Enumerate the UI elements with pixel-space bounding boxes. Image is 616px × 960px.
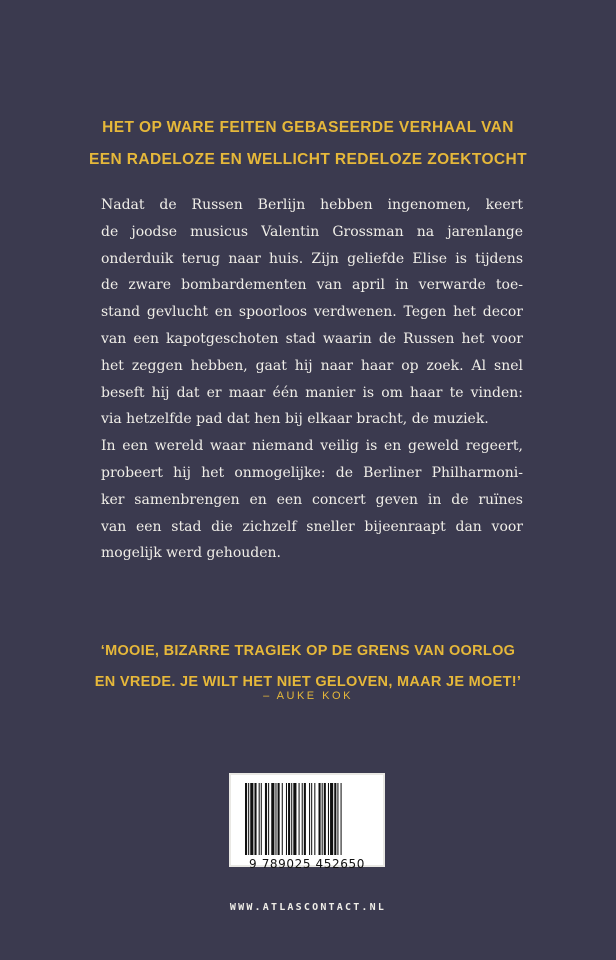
barcode-bar (330, 783, 333, 855)
quote-author: – AUKE KOK (263, 690, 353, 702)
barcode-bar (282, 783, 283, 855)
barcode-bar (245, 783, 247, 855)
blurb-line: probeert hij het onmogelijke: de Berliner Philharmoni- (101, 464, 523, 481)
barcode-bar (250, 783, 253, 855)
barcode-bar (309, 783, 310, 855)
blurb-line: mogelijk werd gehouden. (101, 545, 281, 562)
blurb-text (101, 192, 523, 567)
barcode-bar (291, 783, 292, 855)
barcode-bar (302, 783, 303, 855)
blurb-line: ker samenbrengen en een concert geven in de ruïnes (101, 491, 523, 508)
barcode-bar (314, 783, 315, 855)
barcode-bar (288, 783, 290, 855)
barcode-bar (324, 783, 326, 855)
barcode-bar (259, 783, 260, 855)
blurb-line: beseft hij dat er maar één manier is om haar te vinden: (101, 384, 523, 401)
blurb-line: de joodse musicus Valentin Grossman na jarenlange (101, 223, 523, 240)
publisher-website: WWW.ATLASCONTACT.NL (229, 902, 387, 913)
blurb-line: van een kapotgeschoten stad waarin de Russen het voor (101, 330, 523, 347)
barcode-bar (319, 783, 321, 855)
barcode-bar (328, 783, 329, 855)
barcode-bar (341, 783, 342, 855)
tagline-line-1: HET OP WARE FEITEN GEBASEERDE VERHAAL VAN (102, 119, 514, 136)
barcode-bar (254, 783, 256, 855)
barcode-bar (286, 783, 287, 855)
review-quote (0, 636, 616, 698)
quote-line-2: EN VREDE. JE WILT HET NIET GELOVEN, MAAR JE MOET!’ (94, 674, 522, 690)
barcode-bar (261, 783, 262, 855)
barcode-bar (265, 783, 267, 855)
barcode-bar (334, 783, 336, 855)
blurb-line: van een stad die zichzelf sneller bijeenraapt dan voor (101, 518, 523, 535)
barcode-bar (304, 783, 306, 855)
barcode-bar (275, 783, 276, 855)
blurb-line: Nadat de Russen Berlijn hebben ingenomen, keert (101, 197, 523, 213)
tagline-line-2: EEN RADELOZE EN WELLICHT REDELOZE ZOEKTOCHT (88, 151, 527, 168)
barcode (231, 775, 383, 871)
blurb-line: het zeggen hebben, gaat hij naar haar op zoek. Al snel (101, 357, 523, 374)
blurb-line: via hetzelfde pad dat hen bij elkaar bracht, de muziek. (101, 411, 489, 428)
barcode-bar (271, 783, 274, 855)
blurb-line: stand gevlucht en spoorloos verdwenen. Tegen het decor (101, 304, 523, 321)
barcode-bar (278, 783, 280, 855)
quote-line-1: ‘MOOIE, BIZARRE TRAGIEK OP DE GRENS VAN OORLOG (100, 643, 516, 659)
barcode-bar (293, 783, 296, 855)
isbn-number: 9 789025 452650 (249, 857, 365, 871)
barcode-bars (231, 775, 383, 859)
barcode-bar (268, 783, 269, 855)
blurb-line: In een wereld waar niemand veilig is en geweld regeert, (101, 438, 523, 455)
barcode-bar (322, 783, 323, 855)
barcode-bar (337, 783, 338, 855)
barcode-bar (248, 783, 249, 855)
barcode-bar (299, 783, 300, 855)
tagline (0, 112, 616, 176)
blurb-line: de zware bombardementen van april in verwarde toe- (101, 277, 523, 294)
blurb-line: onderduik terug naar huis. Zijn geliefde Elise is tijdens (101, 250, 523, 267)
barcode-bar (311, 783, 312, 855)
